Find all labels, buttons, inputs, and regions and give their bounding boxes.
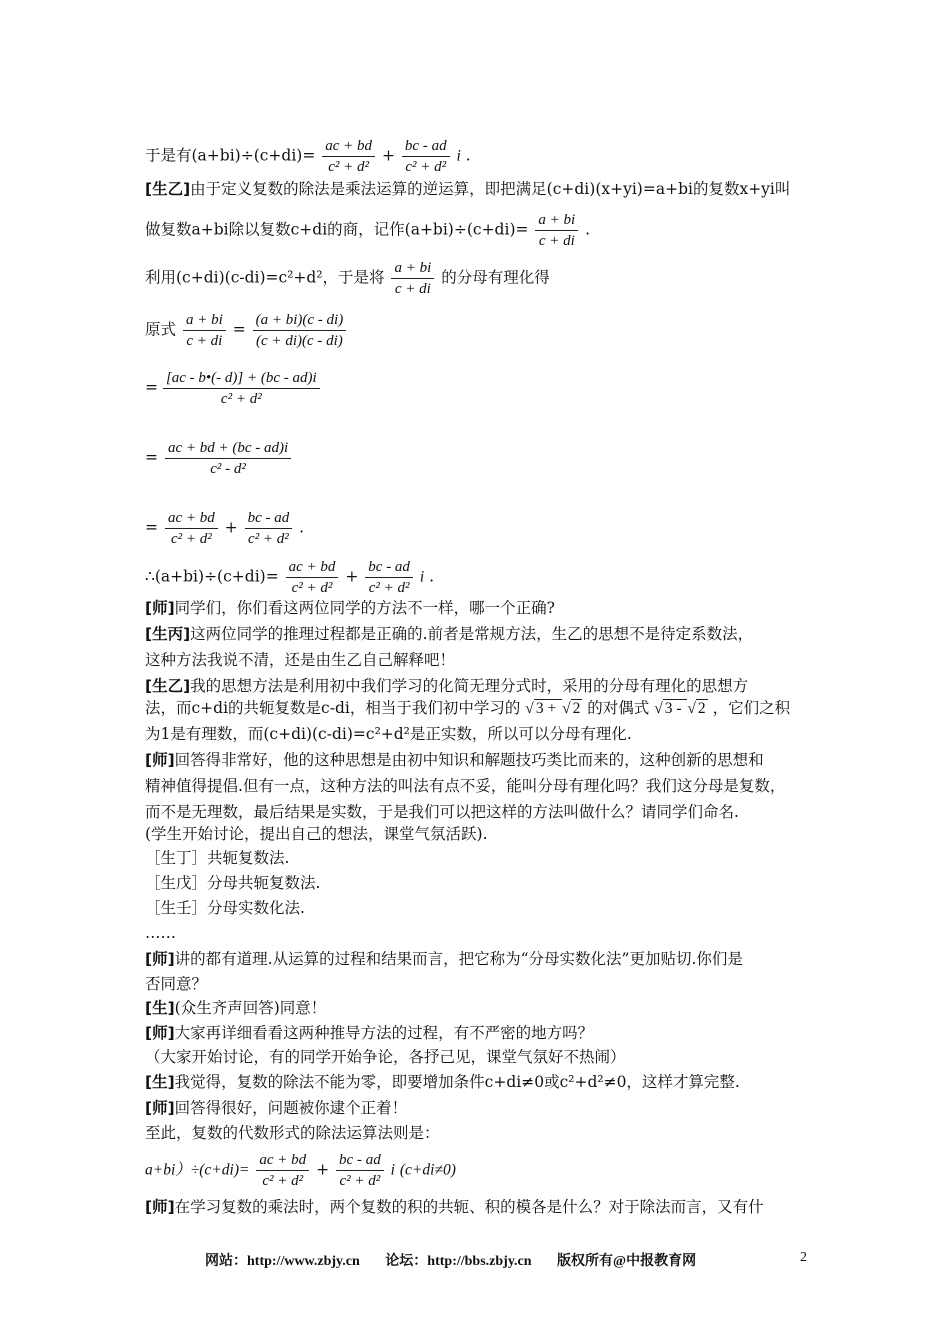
paragraph-line: [生乙]我的思想方法是利用初中我们学习的化简无理分式时，采用的分母有理化的思想方 xyxy=(145,677,749,695)
page-number: 2 xyxy=(800,1250,807,1265)
paragraph-line: …… xyxy=(145,924,176,942)
paragraph-line: [生丙]这两位同学的推理过程都是正确的.前者是常规方法，生乙的思想不是待定系数法， xyxy=(145,625,754,643)
footer-copyright: 版权所有@中报教育网 xyxy=(557,1254,697,1269)
paragraph-line: [师]同学们，你们看这两位同学的方法不一样，哪一个正确? xyxy=(145,599,555,617)
fraction: $\frac{bc - ad}{\text{c² + d²}}$ xyxy=(245,508,293,549)
paragraph-line: 为1是有理数，而(c+di)(c-di)=c²+d²是正实数，所以可以分母有理化. xyxy=(145,725,632,743)
fraction: $\frac{ac + bd + (bc - ad)i}{\text{c² - d²}}$ xyxy=(165,438,291,479)
paragraph-line: 利用(c+di)(c-di)=c²+d²，于是将 $\frac{a + bi}{c + di}$ 的分母有理化得 xyxy=(145,260,550,297)
page-footer xyxy=(205,1250,718,1270)
paragraph-line: [生]我觉得，复数的除法不能为零，即要增加条件c+di≠0或c²+d²≠0，这样才算完整. xyxy=(145,1073,740,1091)
eq-line-1: 于是有(a+bi)÷(c+di)= $\frac{ac + bd}{\text{c² + d²}}$ + $\frac{bc - ad}{\text{c² + d²}}$ i . xyxy=(145,138,471,175)
paragraph-line: 而不是无理数，最后结果是实数，于是我们可以把这样的方法叫做什么？请同学们命名. xyxy=(145,803,739,821)
footer-forum[interactable]: 论坛：http://bbs.zbjy.cn xyxy=(385,1254,532,1269)
sqrt-expression: √ 3 + √ 2 xyxy=(525,700,581,717)
fraction: $\frac{ac + bd}{\text{c² + d²}}$ xyxy=(286,557,339,598)
paragraph-line: 否同意？ xyxy=(145,975,208,993)
fraction: $\frac{a + bi}{c + di}$ xyxy=(535,210,578,251)
paragraph-line: 这种方法我说不清，还是由生乙自己解释吧！ xyxy=(145,651,456,669)
paragraph-line: ［生戊］分母共轭复数法. xyxy=(145,874,321,892)
paragraph-line: [生乙]由于定义复数的除法是乘法运算的逆运算，即把满足(c+di)(x+yi)=a+bi的复数x+yi叫 xyxy=(145,180,791,198)
speaker-tag: [生乙] xyxy=(145,180,191,198)
eq-line: = $\frac{[ac - b•(- d)] + (bc - ad)i}{\text{c² + d²}}$ xyxy=(145,368,322,409)
paragraph-line: ［生壬］分母实数化法. xyxy=(145,899,305,917)
paragraph-line: ［生丁］共轭复数法. xyxy=(145,849,290,867)
fraction: $\frac{a + bi}{c + di}$ xyxy=(391,258,434,299)
paragraph-line: [师]大家再详细看看这两种推导方法的过程，有不严密的地方吗？ xyxy=(145,1024,594,1042)
fraction: $\frac{bc - ad}{\text{c² + d²}}$ xyxy=(402,136,450,177)
fraction: $\frac{[ac - b•(- d)] + (bc - ad)i}{\text{c² + d²}}$ xyxy=(163,368,320,409)
footer-site[interactable]: 网站：http://www.zbjy.cn xyxy=(205,1254,360,1269)
eq-line: = $\frac{ac + bd + (bc - ad)i}{\text{c² - d²}}$ xyxy=(145,438,293,479)
paragraph-line: [师]回答得很好，问题被你逮个正着！ xyxy=(145,1099,408,1117)
paragraph-line: 法，而c+di的共轭复数是c-di，相当于我们初中学习的 √ 3 + √ 2 的对偶式 √ 3 - √ 2 ，它们之积 xyxy=(145,699,791,717)
fraction: $\frac{ac + bd}{\text{c² + d²}}$ xyxy=(165,508,218,549)
fraction: $\frac{ac + bd}{\text{c² + d²}}$ xyxy=(322,136,375,177)
paragraph-line: [师]讲的都有道理.从运算的过程和结果而言，把它称为“分母实数化法”更加贴切.你们是 xyxy=(145,950,743,968)
fraction: $\frac{a + bi}{c + di}$ xyxy=(183,310,226,351)
eq-line: = $\frac{ac + bd}{\text{c² + d²}}$ + $\frac{bc - ad}{\text{c² + d²}}$ . xyxy=(145,510,305,547)
fraction: $\frac{(a + bi)(c - di)}{(c + di)(c - di)}$ xyxy=(253,310,347,351)
paragraph-line: 做复数a+bi除以复数c+di的商，记作(a+bi)÷(c+di)= $\frac{a + bi}{c + di}$ . xyxy=(145,212,591,249)
eq-line: ∴(a+bi)÷(c+di)= $\frac{ac + bd}{\text{c² + d²}}$ + $\frac{bc - ad}{\text{c² + d²}}$ i . xyxy=(145,559,435,596)
fraction: $\frac{bc - ad}{\text{c² + d²}}$ xyxy=(336,1150,384,1191)
fraction: $\frac{ac + bd}{\text{c² + d²}}$ xyxy=(256,1150,309,1191)
eq-line: a+bi）÷(c+di)= $\frac{ac + bd}{\text{c² + d²}}$ + $\frac{bc - ad}{\text{c² + d²}}$ i (c+di≠0) xyxy=(145,1152,456,1189)
paragraph-line: 精神值得提倡.但有一点，这种方法的叫法有点不妥，能叫分母有理化吗？我们这分母是复数， xyxy=(145,777,786,795)
paragraph-line: (学生开始讨论，提出自己的想法，课堂气氛活跃). xyxy=(145,825,488,843)
eq-line: 原式 $\frac{a + bi}{c + di}$ = $\frac{(a + bi)(c - di)}{(c + di)(c - di)}$ xyxy=(145,310,348,351)
paragraph-line: [师]在学习复数的乘法时，两个复数的积的共轭、积的模各是什么？对于除法而言，又有什 xyxy=(145,1198,764,1216)
fraction: $\frac{bc - ad}{\text{c² + d²}}$ xyxy=(365,557,413,598)
paragraph-line: （大家开始讨论，有的同学开始争论，各抒己见，课堂气氛好不热闹） xyxy=(145,1048,626,1066)
paragraph-line: [师]回答得非常好，他的这种思想是由初中知识和解题技巧类比而来的，这种创新的思想和 xyxy=(145,751,764,769)
paragraph-line: 至此，复数的代数形式的除法运算法则是： xyxy=(145,1124,440,1142)
sqrt-expression: √ 3 - √ 2 xyxy=(654,700,706,717)
paragraph-line: [生](众生齐声回答)同意！ xyxy=(145,999,327,1017)
